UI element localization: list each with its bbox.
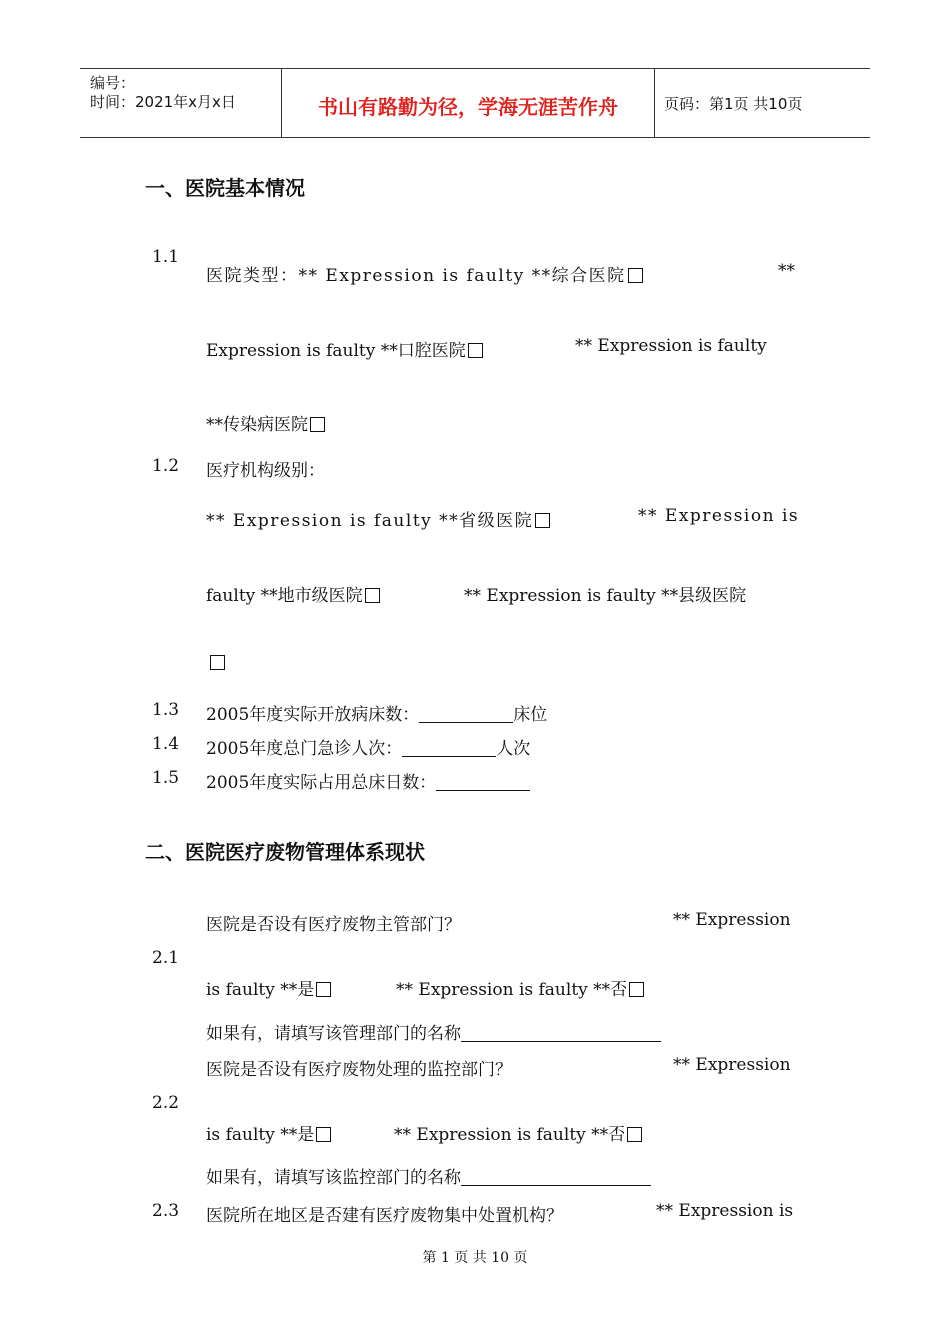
option-yes: is faulty **是 [206,980,315,1000]
item-number: 1.3 [152,700,180,720]
hospital-type-dental-line [206,336,483,361]
checkbox[interactable] [535,513,550,528]
option-no-line [396,975,644,1000]
item-number: 2.1 [152,948,180,968]
header-page-cell [654,69,870,137]
follow-up-line [206,1019,661,1044]
page-footer: 第 1 页 共 10 页 [422,1250,528,1266]
expr-fragment: ** Expression is faulty [575,336,767,356]
serial-label: 编号： [90,74,136,92]
checkbox[interactable] [316,982,331,997]
level-county: ** Expression is faulty **县级医院 [464,586,747,606]
outpatient-visits-input[interactable] [402,740,496,757]
level-provincial: ** Expression is faulty **省级医院 [206,511,534,531]
option-yes-line [206,975,331,1000]
item-number: 1.4 [152,734,180,754]
checkbox[interactable] [468,343,483,358]
motto-text: 书山有路勤为径，学海无涯苦作舟 [318,95,618,119]
option-no-line [394,1120,642,1145]
time-label: 时间：2021年x月x日 [90,93,236,111]
hospital-type-line [206,261,643,286]
item-number: 1.2 [152,456,180,476]
follow-up-label: 如果有，请填写该监控部门的名称 [206,1168,461,1188]
hospital-type-dental: Expression is faulty **口腔医院 [206,341,466,361]
item-number: 1.5 [152,768,180,788]
hospital-type-infectious: **传染病医院 [206,415,308,435]
open-beds-line [206,700,547,725]
expr-fragment: ** Expression [673,1055,791,1075]
option-no: ** Expression is faulty **否 [396,980,628,1000]
bed-days-line [206,768,530,793]
page-header [80,68,870,138]
level-city-line [206,581,380,606]
open-beds-unit: 床位 [513,705,548,725]
checkbox[interactable] [629,982,644,997]
option-yes: is faulty **是 [206,1125,315,1145]
follow-up-label: 如果有，请填写该管理部门的名称 [206,1024,461,1044]
header-meta-cell [80,69,280,137]
institution-level-label: 医疗机构级别： [206,461,325,481]
checkbox[interactable] [210,655,225,670]
option-no: ** Expression is faulty **否 [394,1125,626,1145]
item-number: 2.3 [152,1201,180,1221]
outpatient-visits-unit: 人次 [496,739,531,759]
item-number: 2.2 [152,1093,180,1113]
section-title-basic-info: 一、医院基本情况 [145,176,305,200]
level-city: faulty **地市级医院 [206,586,363,606]
checkbox[interactable] [310,417,325,432]
expr-fragment: ** Expression [673,910,791,930]
checkbox[interactable] [365,588,380,603]
section-title-waste-management: 二、医院医疗废物管理体系现状 [145,840,425,864]
header-motto-cell [281,69,655,137]
question-text: 医院是否设有医疗废物主管部门？ [206,915,461,935]
outpatient-visits-line [206,734,530,759]
expr-fragment: ** Expression is [638,506,800,526]
item-number: 1.1 [152,247,180,267]
hospital-type-general: 医院类型：** Expression is faulty **综合医院 [206,266,626,286]
follow-up-line [206,1163,651,1188]
page-info: 页码：第1页 共10页 [664,95,803,113]
checkbox[interactable] [628,268,643,283]
option-yes-line [206,1120,331,1145]
expr-fragment: ** [778,261,795,281]
department-name-input[interactable] [461,1169,651,1186]
outpatient-visits-label: 2005年度总门急诊人次： [206,739,403,759]
open-beds-input[interactable] [419,706,513,723]
level-county-checkbox-line [210,653,225,673]
bed-days-input[interactable] [436,774,530,791]
checkbox[interactable] [627,1127,642,1142]
checkbox[interactable] [316,1127,331,1142]
open-beds-label: 2005年度实际开放病床数： [206,705,420,725]
level-provincial-line [206,506,550,531]
department-name-input[interactable] [461,1025,661,1042]
question-text: 医院是否设有医疗废物处理的监控部门？ [206,1060,512,1080]
question-text: 医院所在地区是否建有医疗废物集中处置机构？ [206,1206,563,1226]
bed-days-label: 2005年度实际占用总床日数： [206,773,437,793]
hospital-type-infectious-line [206,410,325,435]
expr-fragment: ** Expression is [656,1201,794,1221]
